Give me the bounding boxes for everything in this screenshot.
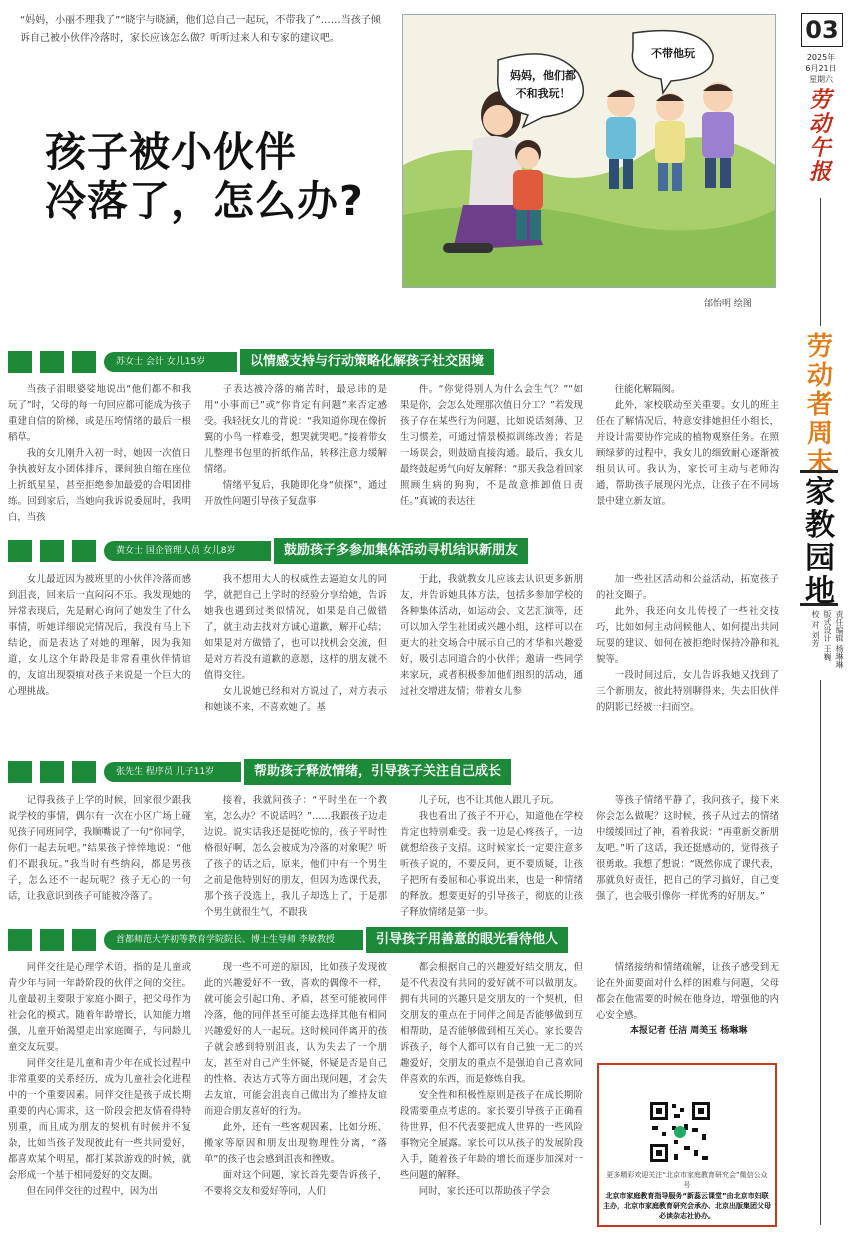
section-header-3 — [8, 759, 528, 785]
section-3-col-2: 接着，我就问孩子：“平时坐在一个教室，怎么办？不说话吗？”……我跟孩子边走边说。说实话我还是挺吃惊的，孩子平时性格很好啊，怎么会被成为冷落的对象呢？听了孩子的话之后，原来，他们中有一个男生之前是他特别好的朋友，但因为选课代表，那个孩子没选上，我儿子却选上了，于是那个男生就很生气，不跟我 — [204, 795, 387, 918]
section-3-col-1: 记得我孩子上学的时候，回家很少跟我说学校的事情，偶尔有一次在小区广场上碰见孩子同班同学，我顺嘴说了一句“你同学，你们一起去玩吧。”结果孩子悻悻地说：“他们不跟我玩。”我当时有些纳闷，都是男孩子，怎么还不一起玩呢？孩子无心的一句话，让我意识到孩子可能被冷落了。 — [8, 795, 191, 902]
illustration-svg — [403, 15, 775, 287]
page-headline — [45, 128, 364, 226]
qr-caption: 更多精彩欢迎关注“北京市家庭教育研究会”微信公众号 — [606, 1171, 768, 1189]
section-2-title: 鼓励孩子多参加集体活动寻机结识新朋友 — [274, 538, 528, 564]
issue-date — [796, 52, 846, 85]
qr-code-icon — [648, 1100, 712, 1164]
date-week: 星期六 — [809, 75, 833, 84]
date-day: 6月21日 — [805, 64, 837, 73]
staff-credits — [800, 610, 844, 670]
section-4-col-4: 情绪接纳和情绪疏解，让孩子感受到无论在外面要面对什么样的困难与问题，父母都会在他需要的时候在他身边，增强他的内心安全感。 — [596, 962, 779, 1021]
section-1-col-2: 子表达被冷落的痛苦时，最忌讳的是用“小事而已”或“你肯定有问题”来否定感受。我轻抚女儿的背说：“我知道你现在像折翼的小鸟一样难受，想哭就哭吧。”接着带女儿整理书包里的折纸作品，转移注意力缓解情绪。 情绪平复后，我随即化身“侦探”，通过开放性问题引导孩子复盘事 — [204, 384, 387, 507]
section-2-author: 黄女士 国企管理人员 女儿8岁 — [104, 541, 276, 561]
illustration-credit: 邰怡明 绘图 — [704, 299, 752, 309]
section-4-col-2: 现一些不可逆的原因，比如孩子发现彼此的兴趣爱好不一致，喜欢的偶像不一样，就可能会引起口角、矛盾，甚至可能被同伴冷落，他的同伴甚至可能去选择其他有相同兴趣爱好的人一起玩。这时候同伴离开的孩子就会感到特别沮丧，认为失去了一个朋友，甚至对自己产生怀疑，怀疑是否是自己的性格、表达方式等方面出现问题，才会失去友谊，可能会沮丧自己做出为了维持友谊而迎合朋友喜好的行为。 此外，还有一些客观因素，比如分班、搬家等原因和朋友出现物理性分离，“落单”的孩子也会感到沮丧和挫败。 面对这个问题，家长首先要告诉孩子，不要将交友和爱好等同，人们 — [204, 962, 387, 1197]
section-2-col-3: 于此，我就教女儿应该去认识更多新朋友，并告诉她具体方法，包括多参加学校的各种集体活动，如运动会、文艺汇演等，还可以加入学生社团或兴趣小组，这样可以在更大的社交场合中展示自己的才华和兴趣爱好，吸引志同道合的小伙伴；邀请一些同学来家玩，或者积极参加他们组织的活动，通过社交增进友情；带着女儿参 — [400, 574, 583, 697]
section-4-col-1: 同伴交往是心理学术语，指的是儿童或青少年与同一年龄阶段的伙伴之间的交往。儿童最初主要限于家庭小圈子，把父母作为社会化的模式。随着年龄增长，认知能力增强，儿童开始渴望走出家庭圈子，与同龄儿童交友玩耍。 同伴交往是儿童和青少年在成长过程中非常重要的关系经历，成为儿童社会化进程中的一个重要因素。同伴交往是孩子成长期重要的内心需求，这一阶段会把友情看得特别重，而且成为朋友的契机有时候并不复杂，比如当孩子发现彼此有一些共同爱好，都喜欢某个明星，都打某款游戏的时候，就会形成一个基于相同爱好的交友圈。 但在同伴交往的过程中，因为出 — [8, 962, 191, 1197]
section-header-1 — [8, 349, 528, 375]
section-header-4 — [8, 927, 608, 953]
staff-proofreader: 校 对 刘芳 — [811, 610, 820, 648]
section-4-col-3: 都会根据自己的兴趣爱好结交朋友，但是不代表没有共同的爱好就不可以做朋友。拥有共同的兴趣只是交朋友的一个契机，但交朋友的重点在于同伴之间是否能够做到互相帮助，是否能够做到相互关心。家长要告诉孩子，每个人都可以有自己独一无二的兴趣爱好，交朋友的重点不是强迫自己喜欢同伴喜欢的东西，而是修炼自我。 安全性和积极性原则是孩子在成长期阶段需要重点考虑的。家长要引导孩子正确看待世界，但不代表要把成人世界的一些风险事物完全展露。家长可以从孩子的发展阶段入手，随着孩子年龄的增长而逐步加深对一些问题的解释。 同时，家长还可以帮助孩子学会 — [400, 962, 583, 1197]
section-1-col-4: 往能化解隔阂。 此外，家校联动至关重要。女儿的班主任在了解情况后，特意安排她担任小组长，并设计需要协作完成的植物观察任务。在照顾绿萝的过程中，我女儿的细致耐心逐渐被组员认可。我认为，家长可主动与老师沟通，帮助孩子展现闪光点，让孩子在不同场景中建立新友谊。 — [596, 384, 779, 507]
section-1-col-1: 当孩子泪眼婆娑地说出“他们都不和我玩了”时，父母的每一句回应都可能成为孩子重建自信的阶梯，或是压垮情绪的最后一根稻草。 我的女儿刚升入初一时，她因一次值日争执被好友小团体排斥，课间独自缩在座位上折纸星星，甚至拒绝参加最爱的合唱团排练。回到家后，当她向我诉说委屈时，我明白，当孩 — [8, 384, 191, 523]
section-3-col-4: 等孩子情绪平静了，我问孩子，接下来你会怎么做呢？这时候，孩子从过去的情绪中缓缓回过了神，看着我说：“再重新交新朋友吧。”听了这话，我还挺感动的，觉得孩子很勇敢。我想了想说：“既然你成了课代表，那就负好责任，把自己的学习搞好，自己变强了，也会吸引像你一样优秀的好朋友。” — [596, 795, 779, 902]
section-3-title: 帮助孩子释放情绪，引导孩子关注自己成长 — [244, 759, 511, 785]
section-header-2 — [8, 538, 553, 564]
headline-line1: 孩子被小伙伴 — [45, 128, 297, 176]
rail-divider — [820, 198, 821, 326]
section-1-col-3: 件。“你觉得别人为什么会生气？”“如果是你，会怎么处理那次值日分工？”若发现孩子存在某些行为问题，比如说话刻薄、卫生习惯差，可通过情景模拟训练改善；若是一场误会，则鼓励直接沟通。最后，我女儿最终鼓起勇气向好友解释：“那天我急着回家照顾生病的狗狗，不是故意推卸值日责任。”真诚的表达往 — [400, 384, 583, 507]
reporter-byline: 本报记者 任洁 周美玉 杨琳琳 — [630, 1026, 748, 1036]
column-title: 劳动者周末 — [806, 332, 833, 478]
section-2-col-4: 加一些社区活动和公益活动，拓宽孩子的社交圈子。 此外，我还向女儿传授了一些社交技巧，比如如何主动问候他人、如何提出共同玩耍的建议、如何在被拒绝时保持冷静和礼貌等。 一段时间过后，女儿告诉我她又找到了三个新朋友，彼此特别聊得来，失去旧伙伴的阴影已经被一扫而空。 — [596, 574, 779, 713]
staff-editor: 责任编辑 杨琳琳 — [835, 610, 844, 669]
date-year: 2025年 — [806, 53, 836, 62]
section-2-col-2: 我不想用大人的权威性去逼迫女儿的同学，就把自己上学时的经验分享给她，告诉她我也遇到过类似情况，如果是自己做错了，就主动去找对方诚心道歉，解开心结；如果是对方做错了，也可以找机会交流，但是对方若没有道歉的意愿，这样的朋友就不值得交往。 女儿说她已经和对方说过了，对方表示和她谈不来，不喜欢她了。基 — [204, 574, 387, 713]
svg-text:不和我玩！: 不和我玩！ — [515, 87, 571, 100]
section-3-author: 张先生 程序员 儿子11岁 — [104, 762, 246, 782]
svg-text:不带他玩: 不带他玩 — [651, 47, 695, 60]
section-4-title: 引导孩子用善意的眼光看待他人 — [366, 927, 568, 953]
column-subtitle: 家教园地 — [805, 475, 835, 609]
page-number: 03 — [801, 13, 843, 47]
qr-footer: 北京市家庭教育指导服务“新蕊云课堂”由北京市妇联主办，北京市家庭教育研究会承办、北京出版集团父母必读杂志社协办。 — [603, 1192, 771, 1220]
newspaper-logo: 劳动午报 — [808, 87, 831, 185]
staff-designer: 版式设计 王巍 — [823, 610, 832, 661]
lead-paragraph: “妈妈，小丽不理我了”“晓宇与晓涵，他们总自己一起玩，不带我了”……当孩子倾诉自己被小伙伴冷落时，家长应该怎么做？听听过来人和专家的建议吧。 — [20, 15, 381, 44]
section-2-col-1: 女儿最近因为被班里的小伙伴冷落而感到沮丧，回来后一直闷闷不乐。我发现她的异常表现后，先是耐心询问了她发生了什么事情，听她详细说完情况后，我没有马上下结论，而是表达了对她的理解，因为我知道，女儿这个年龄段是非常看重伙伴情谊的，友谊出现裂痕对孩子来说是一个巨大的心理挑战。 — [8, 574, 191, 697]
section-4-author: 首都师范大学初等教育学院院长、博士生导师 李敏教授 — [104, 930, 368, 950]
headline-line2: 冷落了，怎么办? — [45, 177, 364, 225]
section-1-title: 以情感支持与行动策略化解孩子社交困境 — [240, 349, 494, 375]
section-1-author: 苏女士 会计 女儿15岁 — [104, 352, 242, 372]
cartoon-illustration — [402, 14, 776, 288]
svg-text:妈妈，他们都: 妈妈，他们都 — [510, 69, 576, 82]
section-3-col-3: 儿子玩，也不让其他人跟儿子玩。 我也看出了孩子不开心，知道他在学校肯定也特别难受。我一边是心疼孩子，一边就想给孩子支招。这时候家长一定要注意多听孩子说的，不要反问，更不要质疑，让孩子把所有委屈和心事说出来，也是一种情绪的释放。想要更好的引导孩子，彻底的让孩子释放情绪是第一步。 — [400, 795, 583, 918]
rail-divider-lower — [820, 680, 821, 1225]
